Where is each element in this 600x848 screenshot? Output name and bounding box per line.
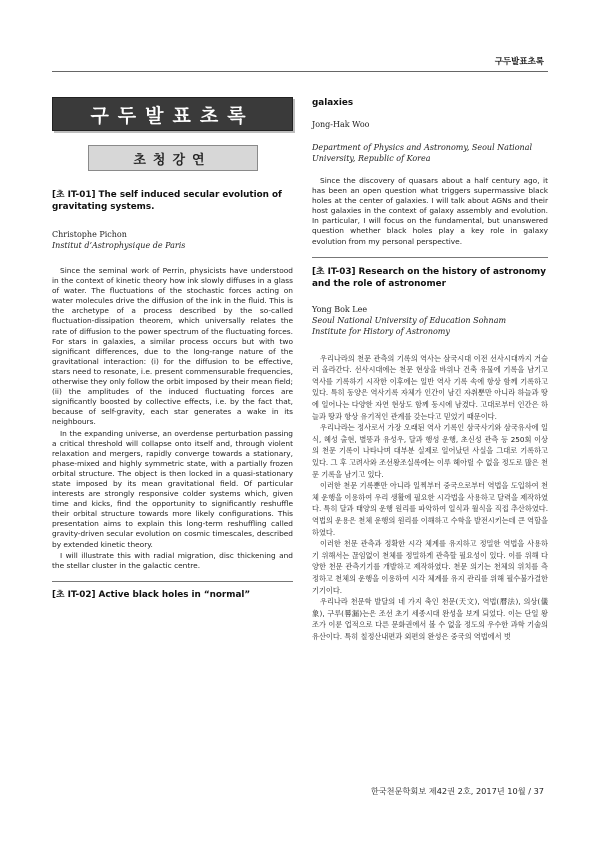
abstract-it03 bbox=[312, 266, 548, 643]
abstract-affiliation: Institut d’Astrophysique de Paris bbox=[52, 241, 186, 250]
abstract-paragraph: 우리나라 천문학 발달의 네 가지 축인 천문(天文), 역법(曆法), 의상(儀象), 구루(晷漏)는은 조선 초기 세종시대 완성을 보게 되었다. 이는 단일 왕조가 이룬 업적으로 다른 문화권에서 볼 수 없을 정도의 우수한 과학 기술의 유산이다. 특히 칠정산내편과 외편의 완성은 중국의 역법에서 벗 bbox=[312, 597, 548, 641]
abstract-title-continued: galaxies bbox=[312, 98, 354, 108]
abstract-title: [초 IT-03] Research on the history of astronomy and the role of astronomer bbox=[312, 266, 546, 289]
abstract-affiliation: Department of Physics and Astronomy, Seoul National University, Republic of Korea bbox=[312, 143, 533, 163]
left-column bbox=[52, 97, 293, 601]
subsection-banner-label: 초청강연 bbox=[133, 152, 212, 168]
right-column bbox=[312, 97, 548, 643]
section-divider bbox=[52, 581, 293, 582]
abstract-paragraph: I will illustrate this with radial migration, disc thickening and the stellar cluster in the galactic centre. bbox=[52, 550, 293, 570]
abstract-body bbox=[312, 353, 548, 643]
abstract-it01 bbox=[52, 189, 293, 571]
abstract-paragraph: In the expanding universe, an overdense perturbation passing a critical threshold will collapse onto itself and, through violent relaxation and mergers, rapidly converge towards a stationary, phase-mixed and highly symmetric state, with a partially frozen orbital structure. The object is then locked in a quasi-stationary state imposed by its mean gravitational field. Of particular interests are strongly responsive colder systems which, given time and kicks, find the opportunity to significantly reshuffle their orbital structure towards more likely configurations. This presentation aims to explain this long-term reshuffling called gravity-driven secular evolution on cosmic timescales, described by extended kinetic theory. bbox=[52, 428, 293, 549]
abstract-paragraph: 우리나라의 천문 관측의 기록의 역사는 삼국시대 이전 선사시대까지 거슬러 올라간다. 선사시대에는 천문 현상을 바위나 건축 유물에 기록을 남기고 역사를 기록하기 시작한 이후에는 일반 역사 기록 속에 항상 함께 기록하고 있다. 특히 동양은 역사기록 자체가 인간이 남긴 자취뿐만 아니라 하늘과 땅에 일어나는 다양한 자연 현상도 함께 동시에 남겼다. 고대로부터 인간은 하늘과 땅과 항상 유기적인 관계를 갖는다고 믿었기 때문이다. bbox=[312, 353, 548, 421]
section-banner-label: 구두발표초록 bbox=[90, 104, 255, 127]
section-divider bbox=[312, 257, 548, 258]
header-divider bbox=[52, 71, 548, 72]
abstract-author: Jong-Hak Woo bbox=[312, 120, 370, 129]
abstract-author: Yong Bok Lee bbox=[312, 304, 368, 314]
abstract-body bbox=[52, 266, 293, 571]
abstract-author: Christophe Pichon bbox=[52, 230, 127, 239]
running-header: 구두발표초록 bbox=[494, 57, 544, 67]
abstract-paragraph: 우리나라는 정사로서 가장 오래된 역사 기록인 삼국사기와 삼국유사에 일식, 혜성 출현, 별똥과 유성우, 달과 행성 운행, 초신성 관측 등 250회 이상의 천문 기록이 나타나며 대부분 실제로 일어났던 사실을 그대로 기록하고 있다. 그 후 고려사와 조선왕조실록에는 이루 헤아릴 수 없을 정도로 많은 천문 기록을 남기고 있다. bbox=[312, 423, 548, 479]
abstract-body bbox=[312, 176, 548, 247]
abstract-paragraph: 이러한 천문 기록뿐만 아니라 일찍부터 중국으로부터 역법을 도입하여 천체 운행을 이용하여 우리 생활에 필요한 시각법을 사용하고 달력을 제작하였다. 특히 달과 태양의 운행 원리를 파악하여 일식과 월식을 직접 추산하였다. 역법의 운용은 천체 운행의 원리를 이해하고 수학을 발전시키는데 큰 역할을 하였다. bbox=[312, 481, 548, 537]
abstract-paragraph: 이러한 천문 관측과 정확한 시각 체계를 유지하고 정밀한 역법을 사용하기 위해서는 끊임없이 천체를 정밀하게 관측할 필요성이 있다. 이를 위해 다양한 천문 관측기기를 개발하고 제작하였다. 천문 의기는 천체의 위치를 측정하고 천체의 운행을 이용하여 시각 체계를 유지 관리를 위해 필수불가결한 기기이다. bbox=[312, 539, 548, 595]
abstract-paragraph: Since the seminal work of Perrin, physicists have understood in the context of kinetic theory how ink slowly diffuses in a glass of water. The fluctuations of the stochastic forces acting on water molecules drive the diffusion of the ink in the fluid. This is the archetype of a process described by the so-called fluctuation-dissipation theorem, which universally relates the rate of diffusion to the power spectrum of the fluctuating forces. For stars in galaxies, a similar process occurs but with two significant differences, due to the long-range nature of the gravitational interaction: (i) for the diffusion to be effective, stars need to resonate, i.e. present commensurable frequencies, otherwise they only follow the orbit imposed by their mean field; (ii) the amplitudes of the induced fluctuating forces are significantly boosted by collective effects, i.e. by the fact that, because of self-gravity, each star generates a wake in its neighbours. bbox=[52, 266, 293, 427]
abstract-affiliation: Seoul National University of Education Sohnam Institute for History of Astronomy bbox=[312, 315, 507, 336]
section-banner bbox=[52, 97, 293, 131]
subsection-banner bbox=[88, 145, 258, 171]
abstract-paragraph: Since the discovery of quasars about a half century ago, it has been an open question what triggers supermassive black holes at the center of galaxies. I will talk about AGNs and their host galaxies in the context of galaxy assembly and evolution. In particular, I will focus on the fundamental, but unanswered question whether black holes play a key role in galaxy evolution from my personal perspective. bbox=[312, 176, 548, 246]
abstract-title: [초 IT-01] The self induced secular evolution of gravitating systems. bbox=[52, 190, 282, 212]
abstract-title: [초 IT-02] Active black holes in “normal” bbox=[52, 589, 251, 600]
page-footer: 한국천문학회보 제42권 2호, 2017년 10월 / 37 bbox=[370, 786, 544, 796]
